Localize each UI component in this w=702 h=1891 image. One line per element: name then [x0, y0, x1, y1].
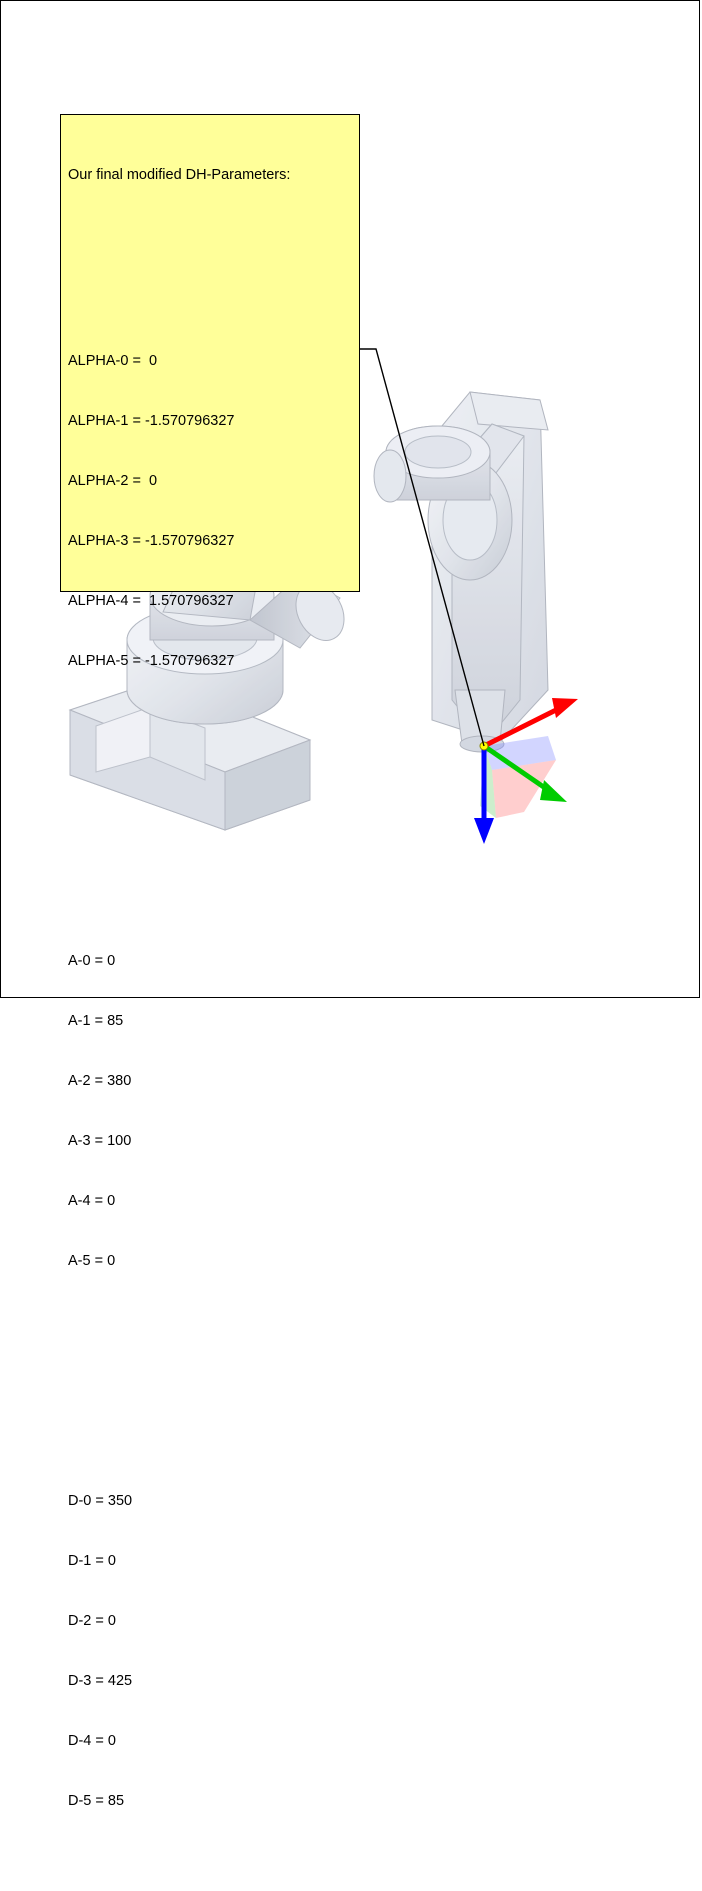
spacer: [68, 231, 359, 251]
dh-parameters-callout: [60, 114, 360, 1809]
alpha-param-5: ALPHA-5 = -1.570796327: [68, 653, 235, 669]
d-param-5: D-5 = 85: [68, 1793, 125, 1809]
alpha-param-0: ALPHA-0 = 0: [68, 353, 158, 369]
alpha-param-3: ALPHA-3 = -1.570796327: [68, 533, 235, 549]
spacer: [68, 1371, 359, 1391]
alpha-parameter-group: [68, 311, 359, 711]
alpha-param-2: ALPHA-2 = 0: [68, 473, 158, 489]
d-param-4: D-4 = 0: [68, 1733, 116, 1749]
d-param-0: D-0 = 350: [68, 1493, 133, 1509]
d-param-2: D-2 = 0: [68, 1613, 116, 1629]
a-param-4: A-4 = 0: [68, 1193, 116, 1209]
robot-shoulder-right: [374, 426, 490, 502]
d-param-1: D-1 = 0: [68, 1553, 116, 1569]
a-param-1: A-1 = 85: [68, 1013, 124, 1029]
spacer: [68, 771, 359, 791]
callout-heading: Our final modified DH-Parameters:: [68, 167, 291, 183]
a-parameter-group: [68, 911, 359, 1311]
spacer: [68, 831, 359, 851]
robot-pose-right: [374, 392, 548, 752]
d-parameter-group: [68, 1451, 359, 1851]
alpha-param-1: ALPHA-1 = -1.570796327: [68, 413, 235, 429]
a-param-5: A-5 = 0: [68, 1253, 116, 1269]
robot-flange-right: [455, 690, 505, 752]
alpha-param-4: ALPHA-4 = 1.570796327: [68, 593, 234, 609]
a-param-2: A-2 = 380: [68, 1073, 132, 1089]
a-param-0: A-0 = 0: [68, 953, 116, 969]
frame-origin-marker: [480, 742, 488, 750]
a-param-3: A-3 = 100: [68, 1133, 132, 1149]
d-param-3: D-3 = 425: [68, 1673, 133, 1689]
